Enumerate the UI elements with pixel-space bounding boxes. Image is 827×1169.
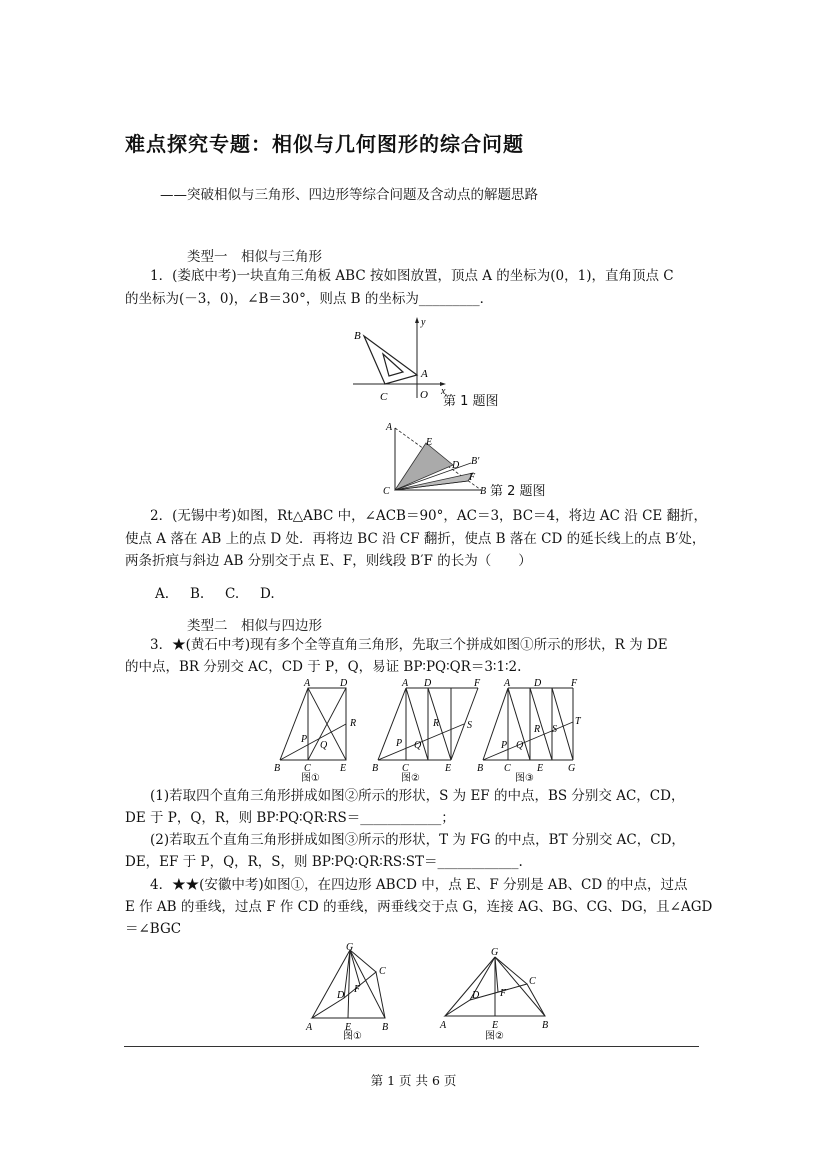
q1-caption: 第 1 题图 <box>443 394 499 409</box>
q2-option-d: D. <box>260 586 275 602</box>
label-b-prime: B′ <box>471 456 480 467</box>
svg-text:F: F <box>571 678 578 689</box>
svg-text:C: C <box>504 763 511 774</box>
page-footer: 第 1 页 共 6 页 <box>370 1073 457 1088</box>
svg-text:R: R <box>534 724 541 735</box>
q3-figures <box>268 676 608 784</box>
q2-caption: 第 2 题图 <box>490 484 546 499</box>
svg-text:G: G <box>568 763 576 774</box>
svg-text:C: C <box>379 966 386 977</box>
svg-text:B: B <box>542 1020 549 1031</box>
svg-text:Q: Q <box>320 740 328 751</box>
label-b: B <box>354 330 361 342</box>
q3-fig2-caption: 图② <box>401 773 420 784</box>
svg-text:D: D <box>340 678 348 689</box>
svg-text:A: A <box>304 678 311 689</box>
label-y: y <box>421 317 426 328</box>
svg-text:T: T <box>575 716 581 727</box>
svg-text:D: D <box>534 678 542 689</box>
svg-text:D: D <box>337 990 345 1001</box>
q2-line-1: 2．(无锡中考)如图，Rt△ABC 中，∠ACB＝90°，AC＝3，BC＝4，将边 AC 沿 CE 翻折， <box>150 508 708 524</box>
label-o: O <box>420 389 428 401</box>
q4-fig1-caption: 图① <box>343 1031 362 1042</box>
svg-text:C: C <box>304 763 311 774</box>
svg-text:B: B <box>372 763 379 774</box>
q3-line-1: 3．★(黄石中考)现有多个全等直角三角形，先取三个拼成如图①所示的形状，R 为 DE <box>150 637 668 653</box>
svg-text:E: E <box>537 763 544 774</box>
label-d: D <box>452 460 460 471</box>
svg-text:G: G <box>491 947 499 958</box>
page-subtitle: ——突破相似与三角形、四边形等综合问题及含动点的解题思路 <box>160 187 538 203</box>
page-title: 难点探究专题：相似与几何图形的综合问题 <box>125 132 524 156</box>
svg-text:B: B <box>477 763 484 774</box>
q3-line-2: 的中点，BR 分别交 AC，CD 于 P，Q，易证 BP∶PQ∶QR＝3∶1∶2. <box>125 659 522 675</box>
q2-line-2: 使点 A 落在 AB 上的点 D 处．再将边 BC 沿 CF 翻折，使点 B 落在 CD 的延长线上的点 B′处， <box>125 531 706 547</box>
q3-figure-2 <box>372 678 484 774</box>
svg-text:E: E <box>345 1022 352 1033</box>
q4-figure-2 <box>439 947 548 1031</box>
svg-text:A: A <box>440 1020 447 1031</box>
label-c: C <box>383 486 390 497</box>
svg-text:A: A <box>402 678 409 689</box>
svg-text:E: E <box>492 1020 499 1031</box>
svg-text:R: R <box>433 718 440 729</box>
svg-text:Q: Q <box>516 740 524 751</box>
q2-option-c: C. <box>225 586 240 602</box>
label-x: x <box>441 386 446 397</box>
label-a: A <box>386 422 393 433</box>
svg-text:D: D <box>424 678 432 689</box>
q1-line-2: 的坐标为(－3，0)，∠B＝30°，则点 B 的坐标为_________． <box>125 291 494 307</box>
svg-text:B: B <box>382 1022 389 1033</box>
svg-text:C: C <box>402 763 409 774</box>
svg-text:F: F <box>500 988 507 999</box>
section-1-heading: 类型一 相似与三角形 <box>187 249 322 265</box>
q3-figure-3 <box>477 678 582 774</box>
svg-text:P: P <box>301 734 308 745</box>
q2-line-3: 两条折痕与斜边 AB 分别交于点 E、F，则线段 B′F 的长为（ ） <box>125 553 532 569</box>
svg-text:P: P <box>501 740 508 751</box>
svg-text:G: G <box>346 942 354 953</box>
svg-text:D: D <box>472 990 480 1001</box>
q4-fig2-caption: 图② <box>485 1031 504 1042</box>
q3-figure-1 <box>274 678 356 774</box>
q2-option-a: A. <box>155 586 170 602</box>
q2-figure <box>378 418 503 498</box>
q4-line-3: ＝∠BGC <box>125 921 182 937</box>
svg-text:S: S <box>467 720 472 731</box>
svg-text:C: C <box>529 976 536 987</box>
q3-sub2-line-1: (2)若取五个直角三角形拼成如图③所示的形状，T 为 FG 的中点，BT 分别交 AC，CD， <box>150 832 685 848</box>
q2-option-b: B. <box>190 586 205 602</box>
q4-line-2: E 作 AB 的垂线，过点 F 作 CD 的垂线，两垂线交于点 G，连接 AG、BG、CG、DG，且∠AGD <box>125 899 713 915</box>
svg-text:Q: Q <box>414 740 422 751</box>
svg-text:B: B <box>274 763 281 774</box>
footer-divider <box>124 1046 699 1047</box>
svg-text:E: E <box>340 763 347 774</box>
svg-text:A: A <box>306 1022 313 1033</box>
section-2-heading: 类型二 相似与四边形 <box>187 618 322 634</box>
label-f: F <box>469 472 476 483</box>
svg-text:E: E <box>445 763 452 774</box>
q4-figure-1 <box>305 942 388 1033</box>
svg-text:F: F <box>474 678 481 689</box>
svg-text:S: S <box>552 724 557 735</box>
q3-fig3-caption: 图③ <box>515 773 534 784</box>
label-c: C <box>380 391 388 403</box>
q3-sub1-line-1: (1)若取四个直角三角形拼成如图②所示的形状，S 为 EF 的中点，BS 分别交 AC，CD， <box>150 788 685 804</box>
svg-text:F: F <box>354 984 361 995</box>
svg-text:A: A <box>504 678 511 689</box>
q3-fig1-caption: 图① <box>301 773 320 784</box>
q4-line-1: 4．★★(安徽中考)如图①，在四边形 ABCD 中，点 E、F 分别是 AB、CD 的中点，过点 <box>150 877 688 893</box>
label-a: A <box>421 368 428 380</box>
q3-sub2-line-2: DE，EF 于 P，Q，R，S，则 BP∶PQ∶QR∶RS∶ST＝____________. <box>125 854 523 870</box>
q1-line-1: 1．(娄底中考)一块直角三角板 ABC 按如图放置，顶点 A 的坐标为(0，1)，直角顶点 C <box>150 268 674 284</box>
label-e: E <box>426 437 433 448</box>
svg-text:R: R <box>350 718 357 729</box>
svg-text:P: P <box>396 738 403 749</box>
q3-sub1-line-2: DE 于 P，Q，R，则 BP∶PQ∶QR∶RS＝____________； <box>125 810 455 826</box>
q4-figures <box>300 940 565 1045</box>
label-b: B <box>480 486 487 497</box>
